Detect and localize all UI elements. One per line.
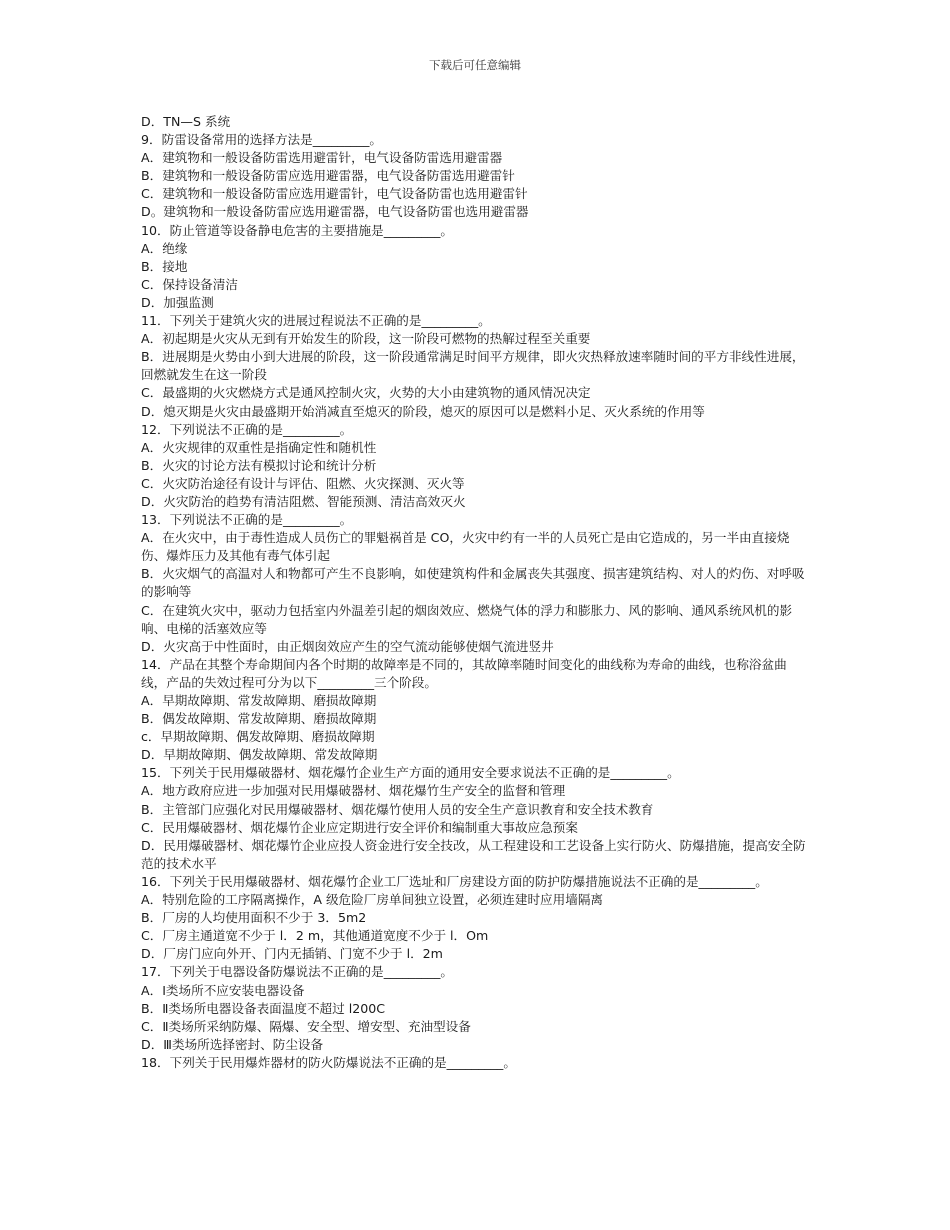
question-9: 9．防雷设备常用的选择方法是_________。 <box>141 132 382 148</box>
question-11: 11．下列关于建筑火灾的进展过程说法不正确的是_________。 <box>141 313 491 329</box>
option-line: A．Ⅰ类场所不应安装电器设备 <box>141 982 305 998</box>
question-14: 14．产品在其整个寿命期间内各个时期的故障率是不同的，其故障率随时间变化的曲线称为寿命的曲线，也称浴盆曲线，产品的失效过程可分为以下_________三个阶段。 <box>141 656 787 690</box>
option-line: B．火灾烟气的高温对人和物都可产生不良影响，如使建筑构件和金属丧失其强度、损害建筑结构、对人的灼伤、对呼吸的影响等 <box>141 566 805 600</box>
option-line: C．最盛期的火灾燃烧方式是通风控制火灾，火势的大小由建筑物的通风情况决定 <box>141 385 591 401</box>
option-line: A．早期故障期、常发故障期、磨损故障期 <box>141 693 377 708</box>
question-10: 10．防止管道等设备静电危害的主要措施是_________。 <box>141 222 453 238</box>
question-15: 15．下列关于民用爆破器材、烟花爆竹企业生产方面的通用安全要求说法不正确的是_________。 <box>141 765 680 781</box>
option-line: c．早期故障期、偶发故障期、磨损故障期 <box>141 729 375 745</box>
option-line: A．在火灾中，由于毒性造成人员伤亡的罪魁祸首是 CO，火灾中约有一半的人员死亡是由它造成的，另一半由直接烧伤、爆炸压力及其他有毒气体引起 <box>141 530 790 564</box>
option-line: B．火灾的讨论方法有模拟讨论和统计分析 <box>141 457 377 473</box>
page-header: 下载后可任意编辑 <box>429 58 521 72</box>
option-line: D．Ⅲ类场所选择密封、防尘设备 <box>141 1036 324 1052</box>
option-line: D．加强监测 <box>141 294 214 310</box>
question-18: 18．下列关于民用爆炸器材的防火防爆说法不正确的是_________。 <box>141 1054 516 1070</box>
option-line: C．火灾防治途径有设计与评估、阻燃、火灾探测、灭火等 <box>141 475 465 491</box>
option-line: B．建筑物和一般设备防雷应选用避雷器，电气设备防雷选用避雷针 <box>141 168 515 184</box>
option-line: D．早期故障期、偶发故障期、常发故障期 <box>141 747 378 763</box>
option-line: D。建筑物和一般设备防雷应选用避雷器，电气设备防雷也选用避雷器 <box>141 204 529 220</box>
option-line: A．初起期是火灾从无到有开始发生的阶段，这一阶段可燃物的热解过程至关重要 <box>141 331 591 347</box>
option-line: D．厂房门应向外开、门内无插销、门宽不少于 l．2m <box>141 946 443 962</box>
text-line: D．TN—S 系统 <box>141 114 231 129</box>
option-line: B．厂房的人均使用面积不少于 3．5m2 <box>141 910 367 926</box>
question-16: 16．下列关于民用爆破器材、烟花爆竹企业工厂选址和厂房建设方面的防护防爆措施说法不正确的是_________。 <box>141 873 768 889</box>
option-line: A．火灾规律的双重性是指确定性和随机性 <box>141 439 377 455</box>
option-line: C．Ⅱ类场所采纳防爆、隔爆、安全型、增安型、充油型设备 <box>141 1018 471 1034</box>
option-line: B．进展期是火势由小到大进展的阶段，这一阶段通常满足时间平方规律，即火灾热释放速率随时间的平方非线性进展，回燃就发生在这一阶段 <box>141 349 805 383</box>
option-line: B．偶发故障期、常发故障期、磨损故障期 <box>141 711 377 727</box>
option-line: A．地方政府应进一步加强对民用爆破器材、烟花爆竹生产安全的监督和管理 <box>141 783 566 799</box>
option-line: D．民用爆破器材、烟花爆竹企业应投人资金进行安全技改，从工程建设和工艺设备上实行防火、防爆措施，提高安全防范的技术水平 <box>141 837 806 871</box>
option-line: B．Ⅱ类场所电器设备表面温度不超过 l200C <box>141 1000 386 1016</box>
option-line: D．火灾高于中性面时，由正烟囱效应产生的空气流动能够使烟气流进竖井 <box>141 638 554 654</box>
question-17: 17．下列关于电器设备防爆说法不正确的是_________。 <box>141 964 453 980</box>
option-line: D．熄灭期是火灾由最盛期开始消减直至熄灭的阶段，熄灭的原因可以是燃料小足、灭火系统的作用等 <box>141 403 705 419</box>
option-line: B．主管部门应强化对民用爆破器材、烟花爆竹使用人员的安全生产意识教育和安全技术教育 <box>141 801 654 817</box>
document-body <box>141 113 811 1072</box>
option-line: C．民用爆破器材、烟花爆竹企业应定期进行安全评价和编制重大事故应急预案 <box>141 819 578 835</box>
option-line: D．火灾防治的趋势有清洁阻燃、智能预测、清洁高效灭火 <box>141 493 466 509</box>
option-line: C．建筑物和一般设备防雷应选用避雷针，电气设备防雷也选用避雷针 <box>141 186 528 202</box>
question-13: 13．下列说法不正确的是_________。 <box>141 512 353 528</box>
option-line: C．在建筑火灾中，驱动力包括室内外温差引起的烟囱效应、燃烧气体的浮力和膨胀力、风的影响、通风系统风机的影响、电梯的活塞效应等 <box>141 602 793 636</box>
question-12: 12．下列说法不正确的是_________。 <box>141 421 353 437</box>
option-line: C．厂房主通道宽不少于 l．2 m，其他通道宽度不少于 l．Om <box>141 928 489 944</box>
option-line: A．建筑物和一般设备防雷选用避雷针，电气设备防雷选用避雷器 <box>141 150 503 166</box>
option-line: C．保持设备清洁 <box>141 276 238 292</box>
option-line: A．绝缘 <box>141 240 188 256</box>
option-line: A．特别危险的工序隔离操作，A 级危险厂房单间独立设置，必须连建时应用墙隔离 <box>141 892 604 908</box>
option-line: B．接地 <box>141 258 188 274</box>
